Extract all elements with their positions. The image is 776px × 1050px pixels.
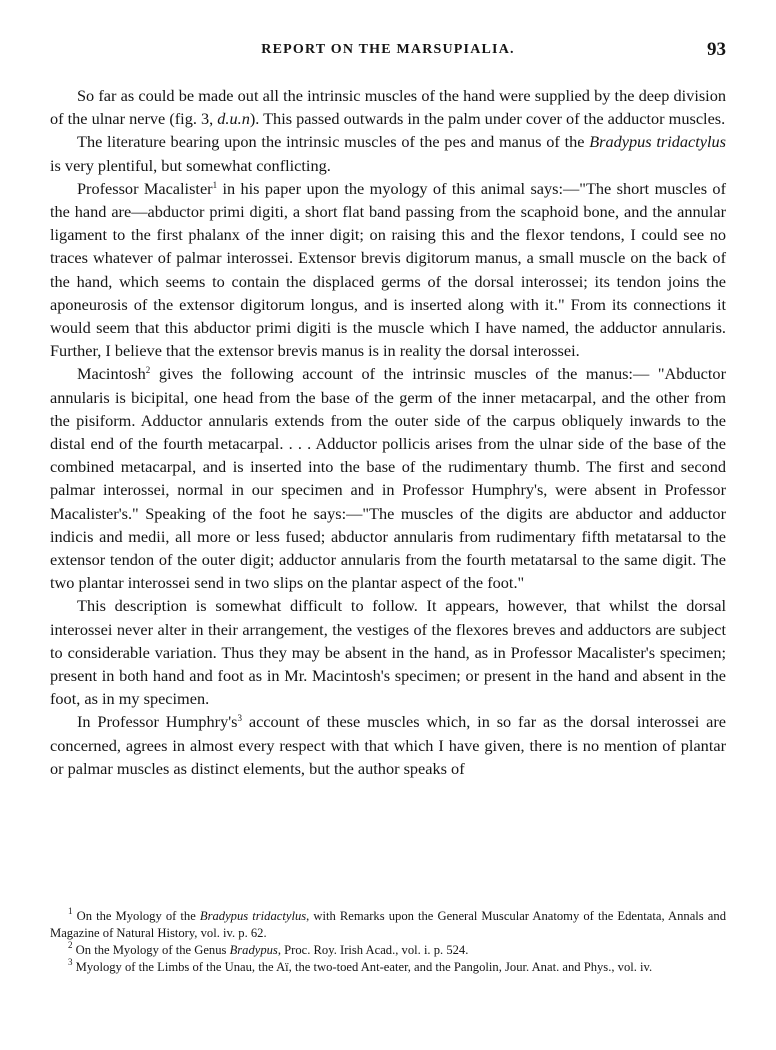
page-header [50,39,726,66]
footnote-2: $^2$ On the Myology of the Genus Bradypus, Proc. Roy. Irish Acad., vol. i. p. 524. [68,940,469,957]
footnote-ref-2[interactable]: 2 [145,365,151,376]
footnote-ref-1[interactable]: 1 [212,179,218,190]
body-text [50,84,726,780]
footnote-ref-3[interactable]: 3 [237,713,242,724]
footnotes [50,908,726,976]
paragraph-5: This description is somewhat difficult to follow. It appears, however, that whilst the dorsal interossei never alter in their arrangement, the vestiges of the flexores breves and adductors are subject to considerable variation. Thus they may be absent in the hand, as in Professor Macalister's specimen; present in both hand and foot as in Mr. Macintosh's specimen; or present in the hand and absent in the foot, as in my specimen. [50,596,726,709]
species-name: Bradypus tridactylus [589,132,726,152]
nerve-abbreviation: d.u.n [217,109,250,129]
footnote-1: $^1$ On the Myology of the Bradypus tridactylus, with Remarks upon the General Muscular Anatomy of the Edentata, Annals and Magazine of Natural History, vol. iv. p. 62. [50,906,726,940]
footnote-3: $^3$ Myology of the Limbs of the Unau, the Aï, the two-toed Ant-eater, and the Pangolin, Jour. Anat. and Phys., vol. iv. [68,957,653,974]
page-number: 93 [707,39,726,60]
paragraph-2: The literature bearing upon the intrinsic muscles of the pes and manus of the Bradypus tridactylus is very plentiful, but somewhat conflicting. [50,132,726,175]
running-title: REPORT ON THE MARSUPIALIA. [261,42,515,57]
paragraph-1: So far as could be made out all the intrinsic muscles of the hand were supplied by the deep division of the ulnar nerve (fig. 3, d.u.n). This passed outwards in the palm under cover of the adductor muscles. [50,86,726,129]
paragraph-6: In Professor $Humphry's^3$ account of these muscles which, in so far as the dorsal interossei are concerned, agrees in almost every respect with that which I have given, there is no mention of plantar or palmar muscles as distinct elements, but the author speaks of [50,712,726,778]
paragraph-4: Macintosh$^2$ gives the following account of the intrinsic muscles of the manus:— "Abductor annularis is bicipital, one head from the base of the germ of the inner metacarpal, and the other from the pisiform. Adductor annularis extends from the outer side of the carpus obliquely inwards to the distal end of the fourth metacarpal. . . . Adductor pollicis arises from the ulnar side of the base of the combined metacarpal, and is inserted into the base of the rudimentary thumb. The first and second palmar interossei, normal in our specimen and in Professor Humphry's, were absent in Professor Macalister's." Speaking of the foot he says:—"The muscles of the digits are abductor and adductor indicis and medii, all more or less fused; abductor annularis from rudimentary fifth metatarsal to the extensor tendon of the outer digit; adductor annularis from the fourth metatarsal to the same digit. The two plantar interossei send in two slips on the plantar aspect of the foot." [50,364,726,593]
paragraph-3: Professor Macalister$^1$ in his paper upon the myology of this animal says:—"The short muscles of the hand are—abductor primi digiti, a short flat band passing from the scaphoid bone, and the annular ligament to the first phalanx of the inner digit; on raising this and the flexor tendons, I could see no traces whatever of palmar interossei. Extensor brevis digitorum manus, a small muscle on the back of the hand, which seems to contain the displaced germs of the dorsal interossei; its tendon joins the aponeurosis of the extensor digitorum longus, and is inserted along with it." From its connections it would seem that this abductor primi digiti is the muscle which I have named, the adductor annularis. Further, I believe that the extensor brevis manus is in reality the dorsal interossei. [50,178,726,361]
